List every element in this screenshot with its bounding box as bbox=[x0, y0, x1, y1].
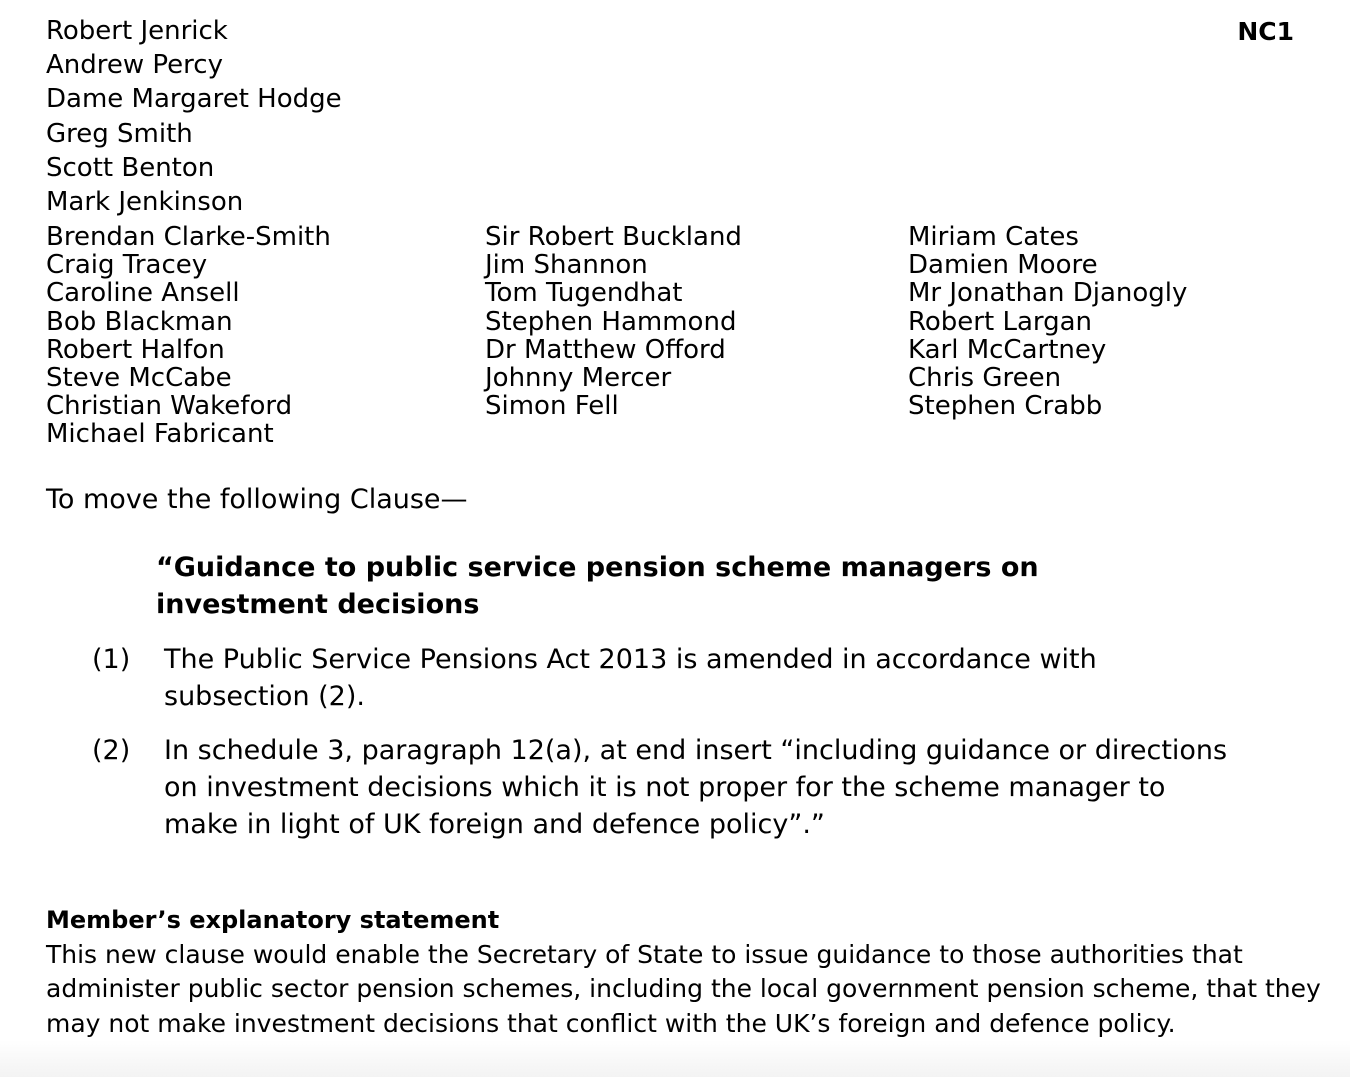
supporter-name: Steve McCabe bbox=[46, 363, 232, 394]
signatory-name: Dame Margaret Hodge bbox=[46, 84, 342, 115]
supporter-name: Stephen Crabb bbox=[908, 391, 1103, 422]
lead-signatories bbox=[46, 14, 342, 219]
supporter-name: Stephen Hammond bbox=[485, 306, 737, 337]
signatory-name: Robert Jenrick bbox=[46, 16, 228, 46]
supporter-name: Michael Fabricant bbox=[46, 419, 274, 450]
subsection-number: (2) bbox=[92, 735, 131, 766]
supporter-name: Craig Tracey bbox=[46, 250, 208, 281]
signatory-name: Greg Smith bbox=[46, 118, 193, 149]
supporter-name: Caroline Ansell bbox=[46, 278, 240, 309]
supporter-name: Sir Robert Buckland bbox=[485, 222, 742, 252]
supporter-name: Tom Tugendhat bbox=[485, 278, 683, 309]
supporters-column-3 bbox=[908, 223, 1187, 420]
supporter-name: Simon Fell bbox=[485, 391, 619, 422]
motion-text: To move the following Clause— bbox=[46, 484, 468, 515]
supporter-name: Johnny Mercer bbox=[485, 363, 672, 394]
supporter-name: Damien Moore bbox=[908, 250, 1098, 281]
supporter-name: Jim Shannon bbox=[485, 250, 648, 281]
supporter-name: Brendan Clarke-Smith bbox=[46, 222, 331, 252]
signatory-name: Mark Jenkinson bbox=[46, 187, 244, 218]
supporter-name: Chris Green bbox=[908, 363, 1062, 394]
explanatory-body: This new clause would enable the Secretary of State to issue guidance to those authorities that administer public sector pension schemes, including the local government pension scheme, that they may not make investment decisions that conflict with the UK’s foreign and defence policy. bbox=[46, 940, 1321, 1038]
signatory-name: Scott Benton bbox=[46, 152, 215, 183]
supporter-name: Dr Matthew Offord bbox=[485, 334, 726, 365]
supporter-name: Robert Largan bbox=[908, 306, 1093, 337]
supporter-name: Robert Halfon bbox=[46, 334, 225, 365]
clause-reference: NC1 bbox=[1237, 17, 1294, 46]
supporter-name: Bob Blackman bbox=[46, 306, 233, 337]
supporters-column-1 bbox=[46, 223, 331, 449]
supporter-name: Karl McCartney bbox=[908, 334, 1107, 365]
page-bottom-shade bbox=[0, 1040, 1350, 1077]
clause-title: “Guidance to public service pension scheme managers on investment decisions bbox=[156, 552, 1039, 620]
explanatory-heading: Member’s explanatory statement bbox=[46, 906, 500, 934]
supporters-column-2 bbox=[485, 223, 742, 420]
supporter-name: Mr Jonathan Djanogly bbox=[908, 278, 1188, 309]
supporter-name: Miriam Cates bbox=[908, 222, 1079, 252]
subsection-text: The Public Service Pensions Act 2013 is amended in accordance with subsection (2). bbox=[164, 644, 1097, 712]
subsection-number: (1) bbox=[92, 644, 131, 675]
signatory-name: Andrew Percy bbox=[46, 50, 223, 81]
subsection-text: In schedule 3, paragraph 12(a), at end insert “including guidance or directions on investment decisions which it is not proper for the scheme manager to make in light of UK foreign and defence policy”.” bbox=[164, 735, 1228, 840]
supporter-name: Christian Wakeford bbox=[46, 391, 293, 422]
